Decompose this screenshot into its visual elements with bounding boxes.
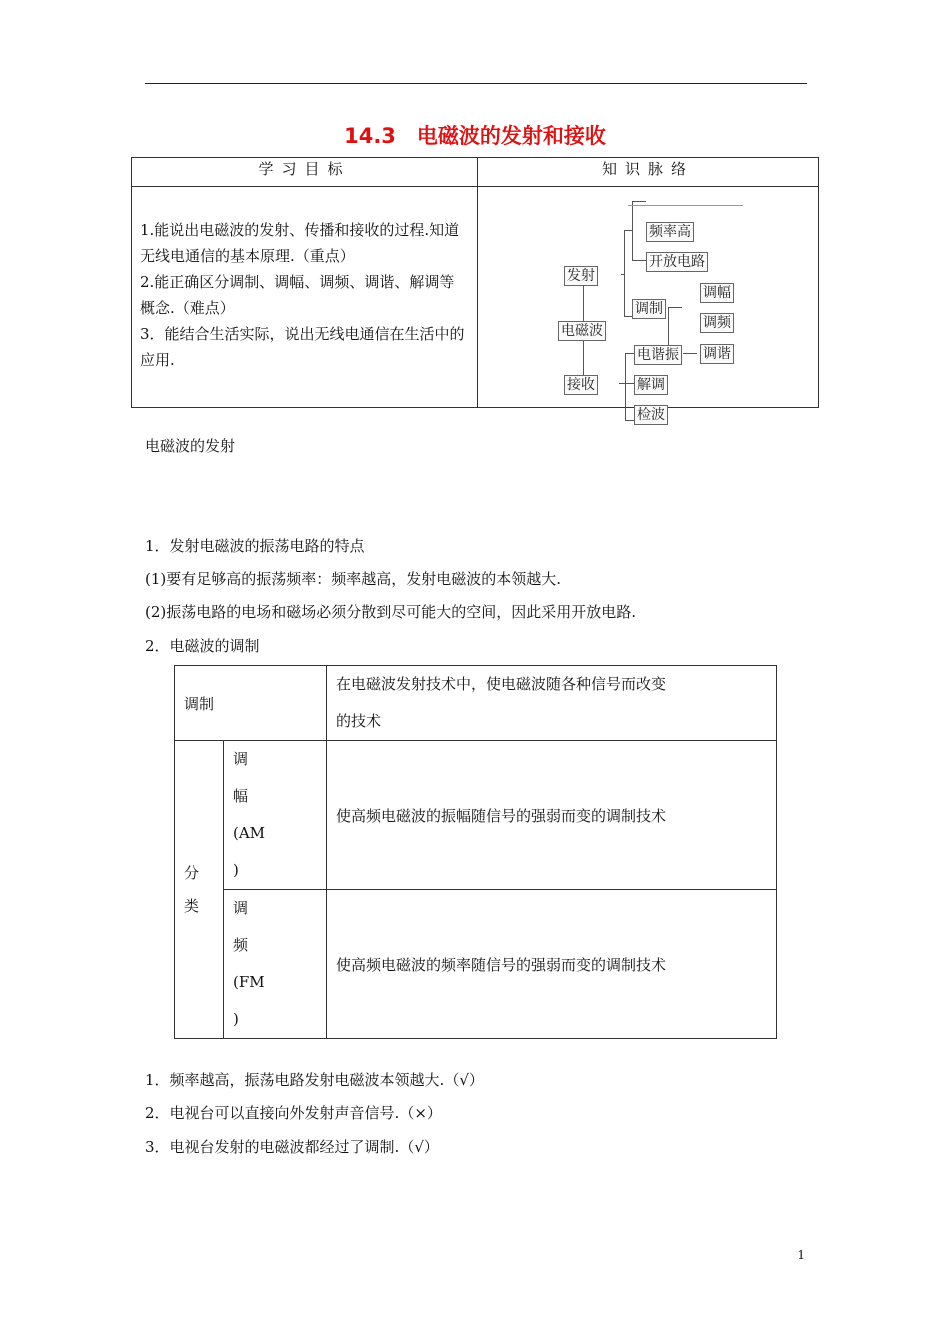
objectives-table bbox=[131, 157, 819, 423]
knowledge-map-cell bbox=[478, 187, 819, 423]
fm-label: 调 频 (FM ) bbox=[224, 890, 327, 1039]
mindmap-receive-node: 接收 bbox=[564, 375, 598, 395]
mindmap-demodulation-node: 解调 bbox=[634, 375, 668, 395]
classification-label: 分 类 bbox=[175, 741, 224, 1039]
judgment-item: 3．电视台发射的电磁波都经过了调制.（√） bbox=[145, 1138, 439, 1156]
mindmap-fm-node: 调频 bbox=[700, 313, 734, 333]
page-title: 14.3 电磁波的发射和接收 bbox=[344, 124, 606, 148]
judgment-item: 2．电视台可以直接向外发射声音信号.（×） bbox=[145, 1104, 442, 1122]
mindmap-am-node: 调幅 bbox=[700, 283, 734, 303]
judgment-item: 1．频率越高，振荡电路发射电磁波本领越大.（√） bbox=[145, 1071, 484, 1089]
objectives-list bbox=[132, 187, 478, 408]
mindmap-modulation-node: 调制 bbox=[632, 299, 666, 319]
mindmap-emit-node: 发射 bbox=[564, 266, 598, 286]
mindmap-detection-node: 检波 bbox=[634, 405, 668, 425]
header-rule bbox=[145, 83, 807, 84]
objectives-header: 学习目标 bbox=[132, 158, 478, 187]
modulation-table bbox=[174, 665, 777, 1039]
mindmap-high-frequency-node: 频率高 bbox=[646, 222, 694, 242]
section-heading: 电磁波的发射 bbox=[145, 437, 236, 455]
mindmap-resonance-node: 电谐振 bbox=[634, 345, 682, 365]
modulation-definition: 在电磁波发射技术中，使电磁波随各种信号而改变 的技术 bbox=[327, 666, 777, 741]
point-item: (2)振荡电路的电场和磁场必须分散到尽可能大的空间，因此采用开放电路. bbox=[145, 603, 637, 621]
mindmap-root-node: 电磁波 bbox=[558, 321, 606, 341]
objective-item: 1.能说出电磁波的发射、传播和接收的过程.知道无线电通信的基本原理.（重点） bbox=[140, 221, 460, 265]
modulation-label: 调制 bbox=[175, 666, 327, 741]
page-number: 1 bbox=[797, 1248, 805, 1262]
point-item: (1)要有足够高的振荡频率：频率越高，发射电磁波的本领越大. bbox=[145, 570, 562, 588]
am-description: 使高频电磁波的振幅随信号的强弱而变的调制技术 bbox=[327, 741, 777, 890]
objective-item: 3．能结合生活实际，说出无线电通信在生活中的应用. bbox=[140, 325, 465, 369]
objective-item: 2.能正确区分调制、调幅、调频、调谐、解调等概念.（难点） bbox=[140, 273, 455, 317]
mindmap-open-circuit-node: 开放电路 bbox=[646, 252, 708, 272]
fm-description: 使高频电磁波的频率随信号的强弱而变的调制技术 bbox=[327, 890, 777, 1039]
mindmap-tuning-node: 调谐 bbox=[700, 344, 734, 364]
point-item: 2．电磁波的调制 bbox=[145, 637, 260, 655]
knowledge-mindmap bbox=[478, 187, 818, 423]
am-label: 调 幅 (AM ) bbox=[224, 741, 327, 890]
knowledge-map-header: 知识脉络 bbox=[478, 158, 819, 187]
point-item: 1．发射电磁波的振荡电路的特点 bbox=[145, 537, 365, 555]
